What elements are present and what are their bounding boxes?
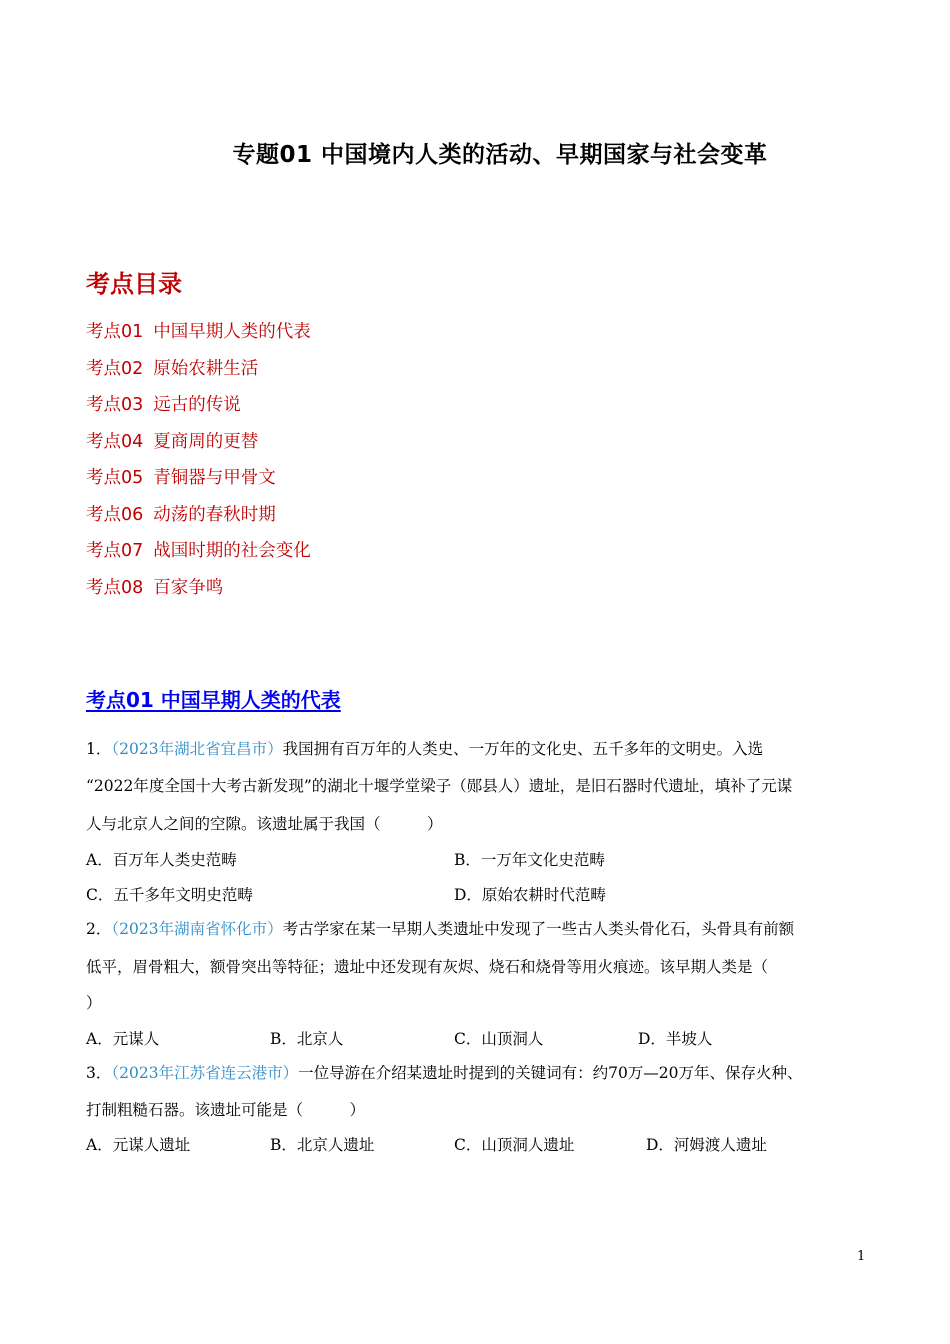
toc-item[interactable] (86, 391, 311, 428)
question-source: （2023年湖南省怀化市） (111, 920, 283, 938)
question-1-option-b[interactable]: B．一万年文化史范畴 (454, 851, 605, 869)
toc-item-code: 考点02 (86, 358, 144, 379)
toc-item[interactable] (86, 501, 311, 538)
question-1-line-1 (86, 737, 763, 761)
question-2-option-d[interactable]: D．半坡人 (638, 1030, 713, 1048)
toc-item[interactable] (86, 574, 311, 611)
question-3-line-2: 打制粗糙石器。该遗址可能是（ ） (86, 1101, 366, 1119)
toc-item[interactable] (86, 537, 311, 574)
question-1-option-a[interactable]: A．百万年人类史范畴 (86, 851, 237, 869)
toc-item[interactable] (86, 318, 311, 355)
question-2-option-b[interactable]: B．北京人 (270, 1030, 344, 1048)
question-3-option-b[interactable]: B．北京人遗址 (270, 1136, 375, 1154)
toc-item-label: 动荡的春秋时期 (153, 504, 276, 525)
question-3-option-c[interactable]: C．山顶洞人遗址 (454, 1136, 575, 1154)
toc-list (86, 318, 311, 610)
toc-item-code: 考点05 (86, 468, 144, 488)
toc-link[interactable] (86, 395, 241, 415)
toc-link[interactable] (86, 359, 258, 379)
question-text: 考古学家在某一早期人类遗址中发现了一些古人类头骨化石，头骨具有前额 (282, 920, 795, 938)
question-1-option-c[interactable]: C．五千多年文明史范畴 (86, 886, 253, 904)
question-2-option-a[interactable]: A．元谋人 (86, 1030, 160, 1048)
toc-link[interactable] (86, 432, 258, 452)
toc-item-code: 考点06 (86, 504, 144, 525)
question-number: 1． (86, 740, 112, 758)
document-title: 专题01 中国境内人类的活动、早期国家与社会变革 (232, 142, 768, 168)
toc-item[interactable] (86, 428, 311, 465)
question-1-line-3: 人与北京人之间的空隙。该遗址属于我国（ ） (86, 815, 443, 833)
toc-item-label: 远古的传说 (153, 395, 241, 415)
question-number: 2． (86, 920, 112, 938)
toc-item-code: 考点03 (86, 395, 144, 415)
toc-item-code: 考点07 (86, 541, 144, 561)
question-3-option-a[interactable]: A．元谋人遗址 (86, 1136, 191, 1154)
toc-link[interactable] (86, 541, 311, 561)
toc-item-label: 中国早期人类的代表 (153, 322, 311, 342)
question-2-line-3: ） (86, 994, 102, 1012)
toc-heading: 考点目录 (86, 270, 182, 298)
toc-item-code: 考点01 (86, 322, 144, 342)
question-text: 我国拥有百万年的人类史、一万年的文化史、五千多年的文明史。入选 (282, 740, 764, 758)
toc-item-label: 原始农耕生活 (153, 358, 259, 379)
question-2-line-1 (86, 917, 794, 941)
question-source: （2023年湖北省宜昌市） (111, 740, 283, 758)
question-2-option-c[interactable]: C．山顶洞人 (454, 1030, 544, 1048)
question-source: （2023年江苏省连云港市） (111, 1064, 299, 1082)
question-2-line-2: 低平，眉骨粗大，额骨突出等特征；遗址中还发现有灰烬、烧石和烧骨等用火痕迹。该早期人类是（ (86, 958, 769, 976)
toc-link[interactable] (86, 505, 276, 525)
toc-link[interactable] (86, 322, 311, 342)
toc-link[interactable] (86, 578, 223, 598)
toc-item-label: 百家争鸣 (153, 577, 224, 598)
toc-item-label: 战国时期的社会变化 (153, 541, 311, 561)
toc-link[interactable] (86, 468, 276, 488)
toc-item-code: 考点08 (86, 577, 144, 598)
toc-item[interactable] (86, 464, 311, 501)
toc-item-label: 青铜器与甲骨文 (153, 468, 276, 488)
page-number: 1 (857, 1249, 866, 1264)
question-number: 3． (86, 1064, 112, 1082)
section-heading-link[interactable]: 考点01 中国早期人类的代表 (86, 688, 341, 712)
toc-item[interactable] (86, 355, 311, 392)
question-text: 一位导游在介绍某遗址时提到的关键词有：约70万—20万年、保存火种、 (298, 1064, 803, 1082)
question-3-option-d[interactable]: D．河姆渡人遗址 (646, 1136, 767, 1154)
question-3-line-1 (86, 1061, 803, 1085)
toc-item-code: 考点04 (86, 431, 144, 452)
question-1-line-2: “2022年度全国十大考古新发现”的湖北十堰学堂梁子（郧县人）遗址，是旧石器时代遗址，填补了元谋 (86, 777, 793, 795)
question-1-option-d[interactable]: D．原始农耕时代范畴 (454, 886, 606, 904)
toc-item-label: 夏商周的更替 (153, 431, 259, 452)
